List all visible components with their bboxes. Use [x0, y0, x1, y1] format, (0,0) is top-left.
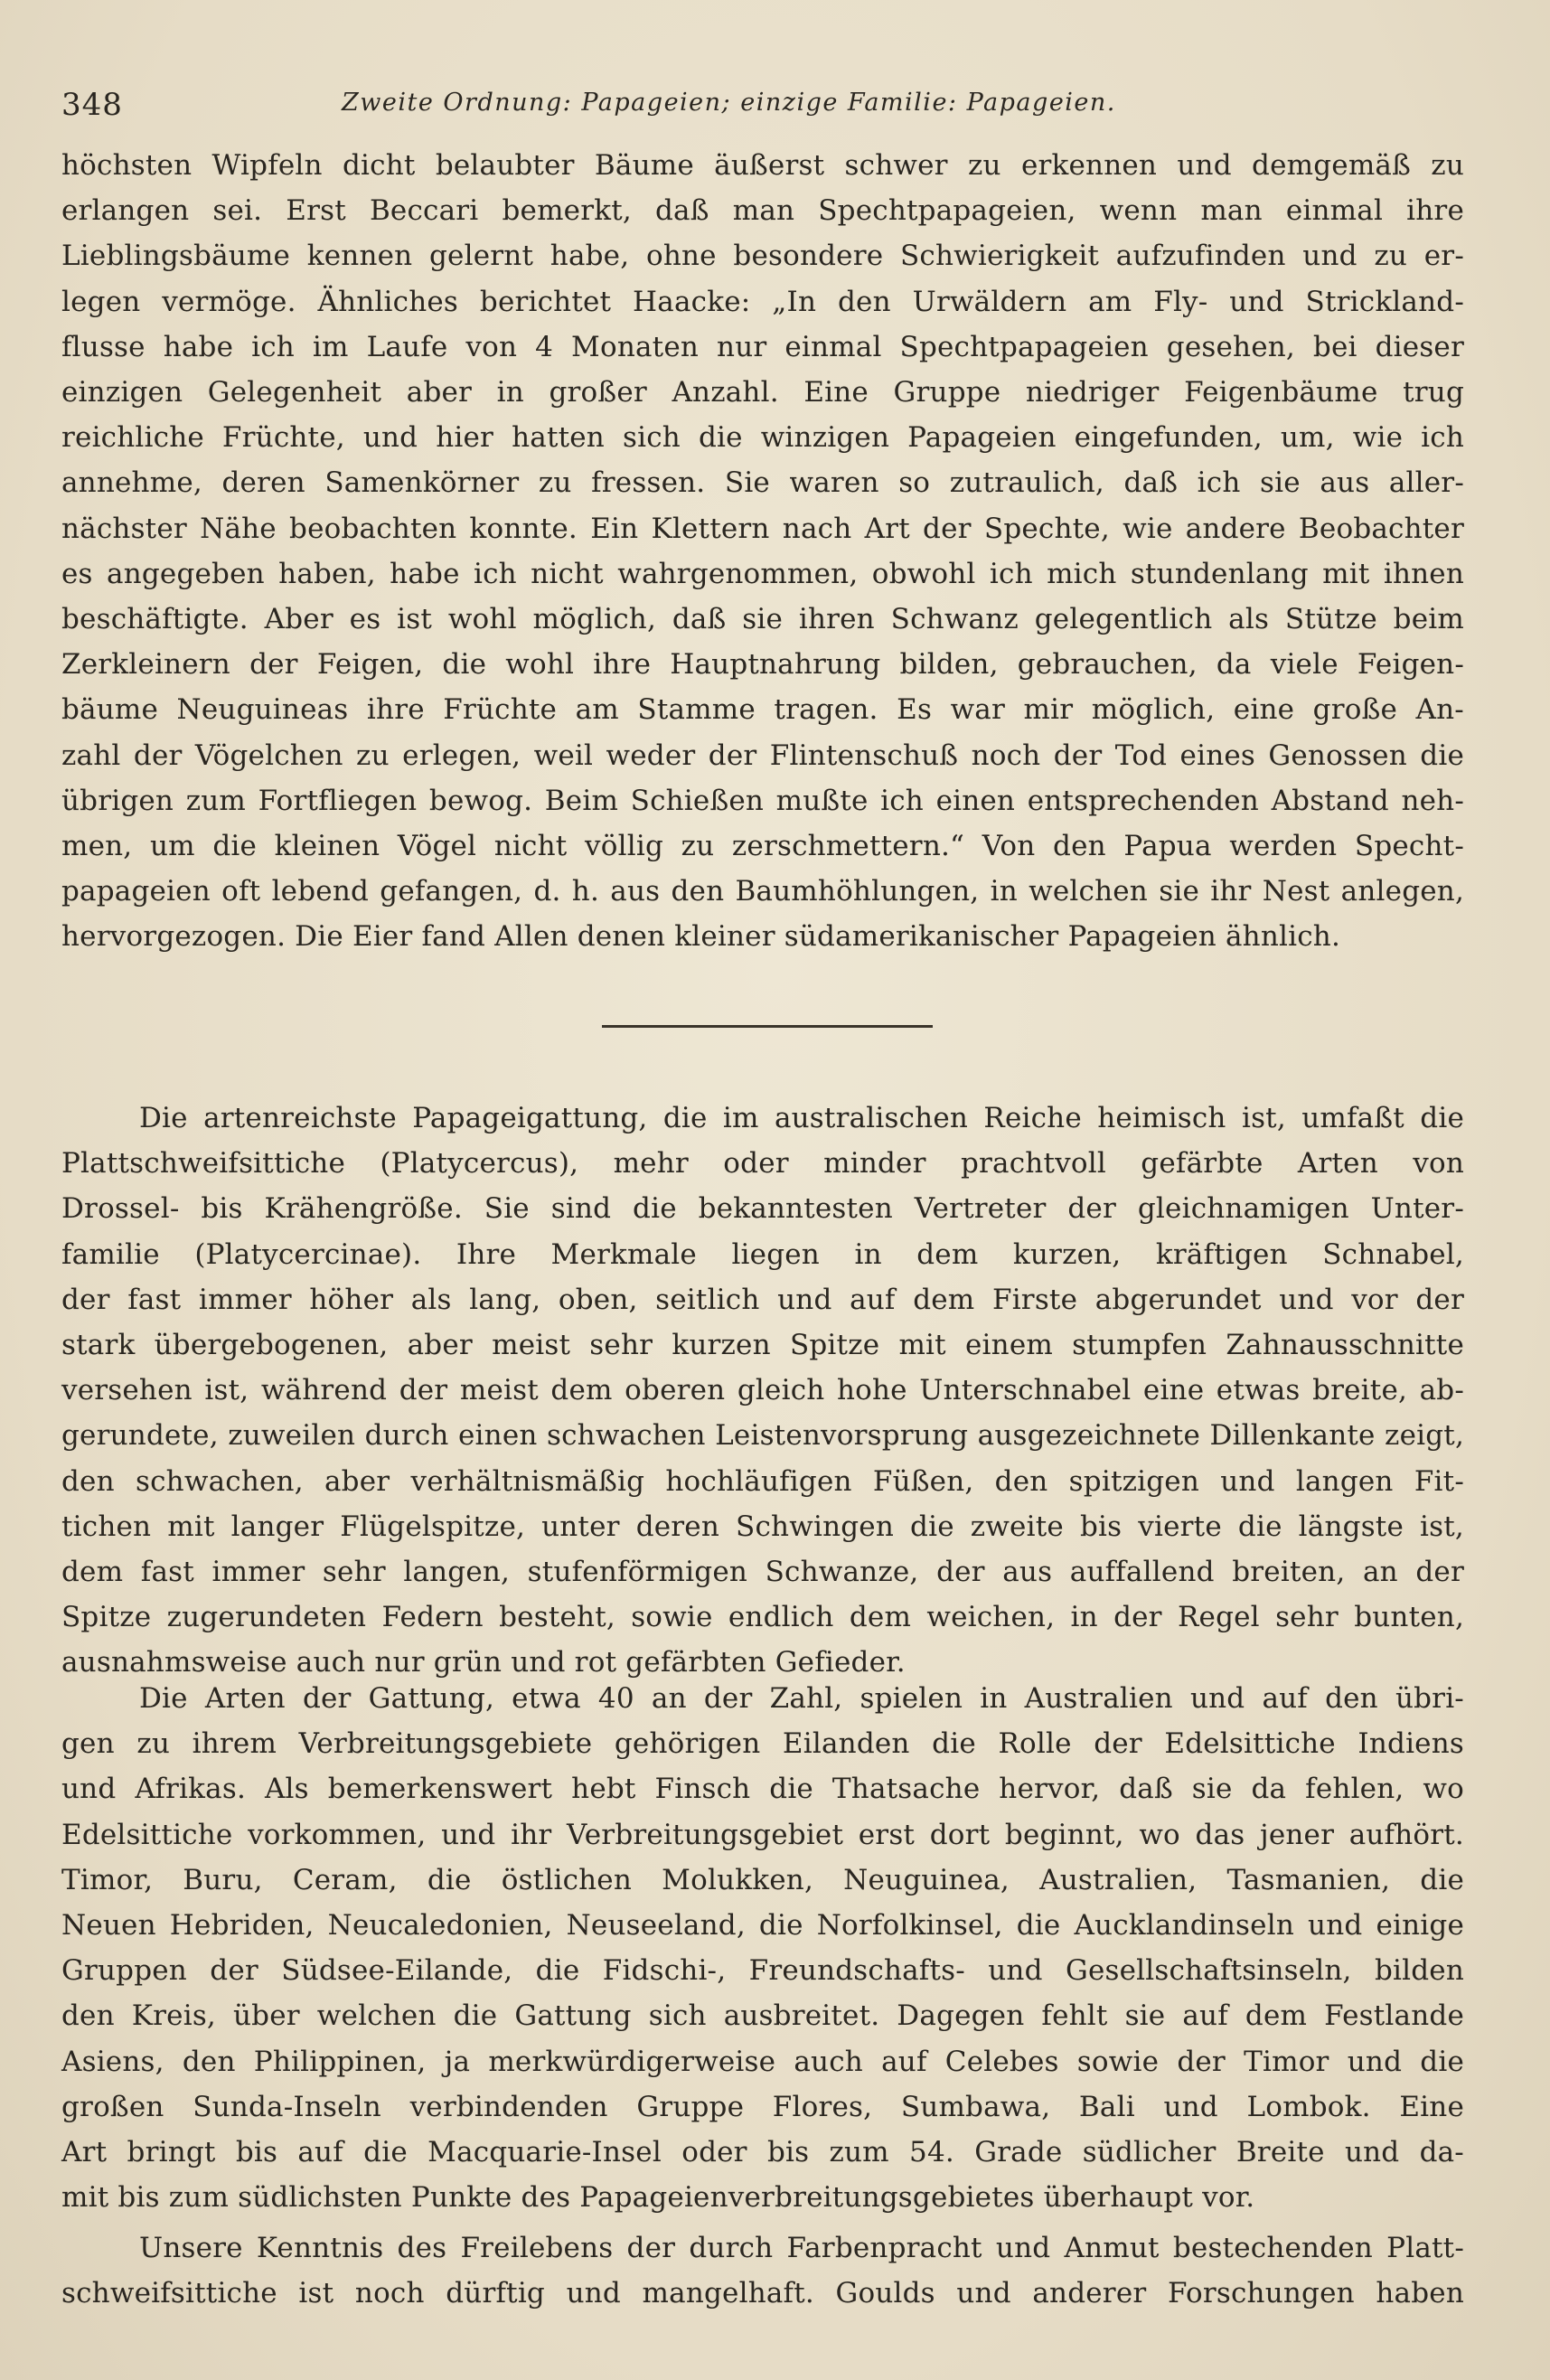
page-number: 348 — [61, 87, 123, 123]
text-line: und Afrikas. Als bemerkenswert hebt Finsch die Thatsache hervor, daß sie da fehlen, wo — [61, 1773, 1464, 1806]
text-line: Die Arten der Gattung, etwa 40 an der Zahl, spielen in Australien und auf den übri- — [139, 1682, 1464, 1715]
text-line: es angegeben haben, habe ich nicht wahrgenommen, obwohl ich mich stundenlang mit ihnen — [61, 557, 1464, 590]
section-divider — [602, 1025, 933, 1028]
text-line: mit bis zum südlichsten Punkte des Papageienverbreitungsgebietes überhaupt vor. — [61, 2181, 1255, 2215]
text-line: familie (Platycercinae). Ihre Merkmale liegen in dem kurzen, kräftigen Schnabel, — [61, 1237, 1464, 1271]
text-line: beschäftigte. Aber es ist wohl möglich, daß sie ihren Schwanz gelegentlich als Stütze beim — [61, 603, 1464, 635]
text-line: schweifsittiche ist noch dürftig und mangelhaft. Goulds und anderer Forschungen haben — [61, 2277, 1464, 2310]
text-line: dem fast immer sehr langen, stufenförmigen Schwanze, der aus auffallend breiten, an der — [61, 1556, 1464, 1588]
text-line: Unsere Kenntnis des Freilebens der durch Farbenpracht und Anmut bestechenden Platt- — [139, 2232, 1464, 2264]
text-line: reichliche Früchte, und hier hatten sich die winzigen Papageien eingefunden, um, wie ich — [61, 421, 1464, 455]
text-line: höchsten Wipfeln dicht belaubter Bäume äußerst schwer zu erkennen und demgemäß zu — [61, 149, 1464, 182]
text-line: Drossel- bis Krähengröße. Sie sind die bekanntesten Vertreter der gleichnamigen Unter- — [61, 1192, 1464, 1226]
text-line: Die artenreichste Papageigattung, die im australischen Reiche heimisch ist, umfaßt die — [139, 1102, 1464, 1134]
text-line: Timor, Buru, Ceram, die östlichen Molukken, Neuguinea, Australien, Tasmanien, die — [61, 1863, 1464, 1896]
text-line: nächster Nähe beobachten konnte. Ein Klettern nach Art der Spechte, wie andere Beobachter — [61, 512, 1464, 545]
text-line: der fast immer höher als lang, oben, seitlich und auf dem Firste abgerundet und vor der — [61, 1283, 1464, 1316]
book-page — [61, 0, 1464, 2380]
text-line: Edelsittiche vorkommen, und ihr Verbreitungsgebiet erst dort beginnt, wo das jener aufhört. — [61, 1818, 1464, 1851]
text-line: annehme, deren Samenkörner zu fressen. Sie waren so zutraulich, daß ich sie aus aller- — [61, 466, 1464, 500]
text-line: zahl der Vögelchen zu erlegen, weil weder der Flintenschuß noch der Tod eines Genossen die — [61, 738, 1464, 772]
text-line: stark übergebogenen, aber meist sehr kurzen Spitze mit einem stumpfen Zahnausschnitte — [61, 1329, 1464, 1361]
text-line: einzigen Gelegenheit aber in großer Anzahl. Eine Gruppe niedriger Feigenbäume trug — [61, 376, 1464, 409]
text-line: Asiens, den Philippinen, ja merkwürdigerweise auch auf Celebes sowie der Timor und die — [61, 2045, 1464, 2078]
text-line: erlangen sei. Erst Beccari bemerkt, daß man Spechtpapageien, wenn man einmal ihre — [61, 194, 1464, 228]
text-line: Plattschweifsittiche (Platycercus), mehr oder minder prachtvoll gefärbte Arten von — [61, 1147, 1464, 1181]
text-line: tichen mit langer Flügelspitze, unter deren Schwingen die zweite bis vierte die längste ist, — [61, 1510, 1464, 1543]
text-line: ausnahmsweise auch nur grün und rot gefärbten Gefieder. — [61, 1646, 906, 1679]
text-line: papageien oft lebend gefangen, d. h. aus den Baumhöhlungen, in welchen sie ihr Nest anlegen, — [61, 875, 1464, 908]
text-line: gen zu ihrem Verbreitungsgebiete gehörigen Eilanden die Rolle der Edelsittiche Indiens — [61, 1727, 1464, 1761]
text-line: flusse habe ich im Laufe von 4 Monaten nur einmal Spechtpapageien gesehen, bei dieser — [61, 330, 1464, 363]
text-line: versehen ist, während der meist dem oberen gleich hohe Unterschnabel eine etwas breite, ab- — [61, 1374, 1464, 1407]
text-line: Spitze zugerundeten Federn besteht, sowie endlich dem weichen, in der Regel sehr bunten, — [61, 1601, 1464, 1634]
text-line: Gruppen der Südsee-Eilande, die Fidschi-, Freundschafts- und Gesellschaftsinseln, bilden — [61, 1954, 1464, 1988]
text-line: legen vermöge. Ähnliches berichtet Haacke: „In den Urwäldern am Fly- und Strickland- — [61, 285, 1464, 318]
text-line: Zerkleinern der Feigen, die wohl ihre Hauptnahrung bilden, gebrauchen, da viele Feigen- — [61, 648, 1464, 682]
text-line: bäume Neuguineas ihre Früchte am Stamme tragen. Es war mir möglich, eine große An- — [61, 693, 1464, 727]
text-line: hervorgezogen. Die Eier fand Allen denen kleiner südamerikanischer Papageien ähnlich. — [61, 920, 1341, 954]
running-title: Zweite Ordnung: Papageien; einzige Familie: Papageien. — [342, 89, 1116, 117]
page-header — [61, 87, 1464, 132]
text-line: gerundete, zuweilen durch einen schwachen Leistenvorsprung ausgezeichnete Dillenkante zeigt, — [61, 1419, 1464, 1453]
text-line: großen Sunda-Inseln verbindenden Gruppe Flores, Sumbawa, Bali und Lombok. Eine — [61, 2090, 1464, 2123]
text-line: den Kreis, über welchen die Gattung sich ausbreitet. Dagegen fehlt sie auf dem Festlande — [61, 1999, 1464, 2033]
text-line: Neuen Hebriden, Neucaledonien, Neuseeland, die Norfolkinsel, die Aucklandinseln und einige — [61, 1909, 1464, 1942]
text-line: den schwachen, aber verhältnismäßig hochläufigen Füßen, den spitzigen und langen Fit- — [61, 1464, 1464, 1498]
text-line: übrigen zum Fortfliegen bewog. Beim Schießen mußte ich einen entsprechenden Abstand neh- — [61, 784, 1464, 817]
text-line: men, um die kleinen Vögel nicht völlig zu zerschmettern.“ Von den Papua werden Specht- — [61, 830, 1464, 862]
text-line: Art bringt bis auf die Macquarie-Insel oder bis zum 54. Grade südlicher Breite und da- — [61, 2136, 1464, 2168]
text-line: Lieblingsbäume kennen gelernt habe, ohne besondere Schwierigkeit aufzufinden und zu er- — [61, 240, 1464, 273]
